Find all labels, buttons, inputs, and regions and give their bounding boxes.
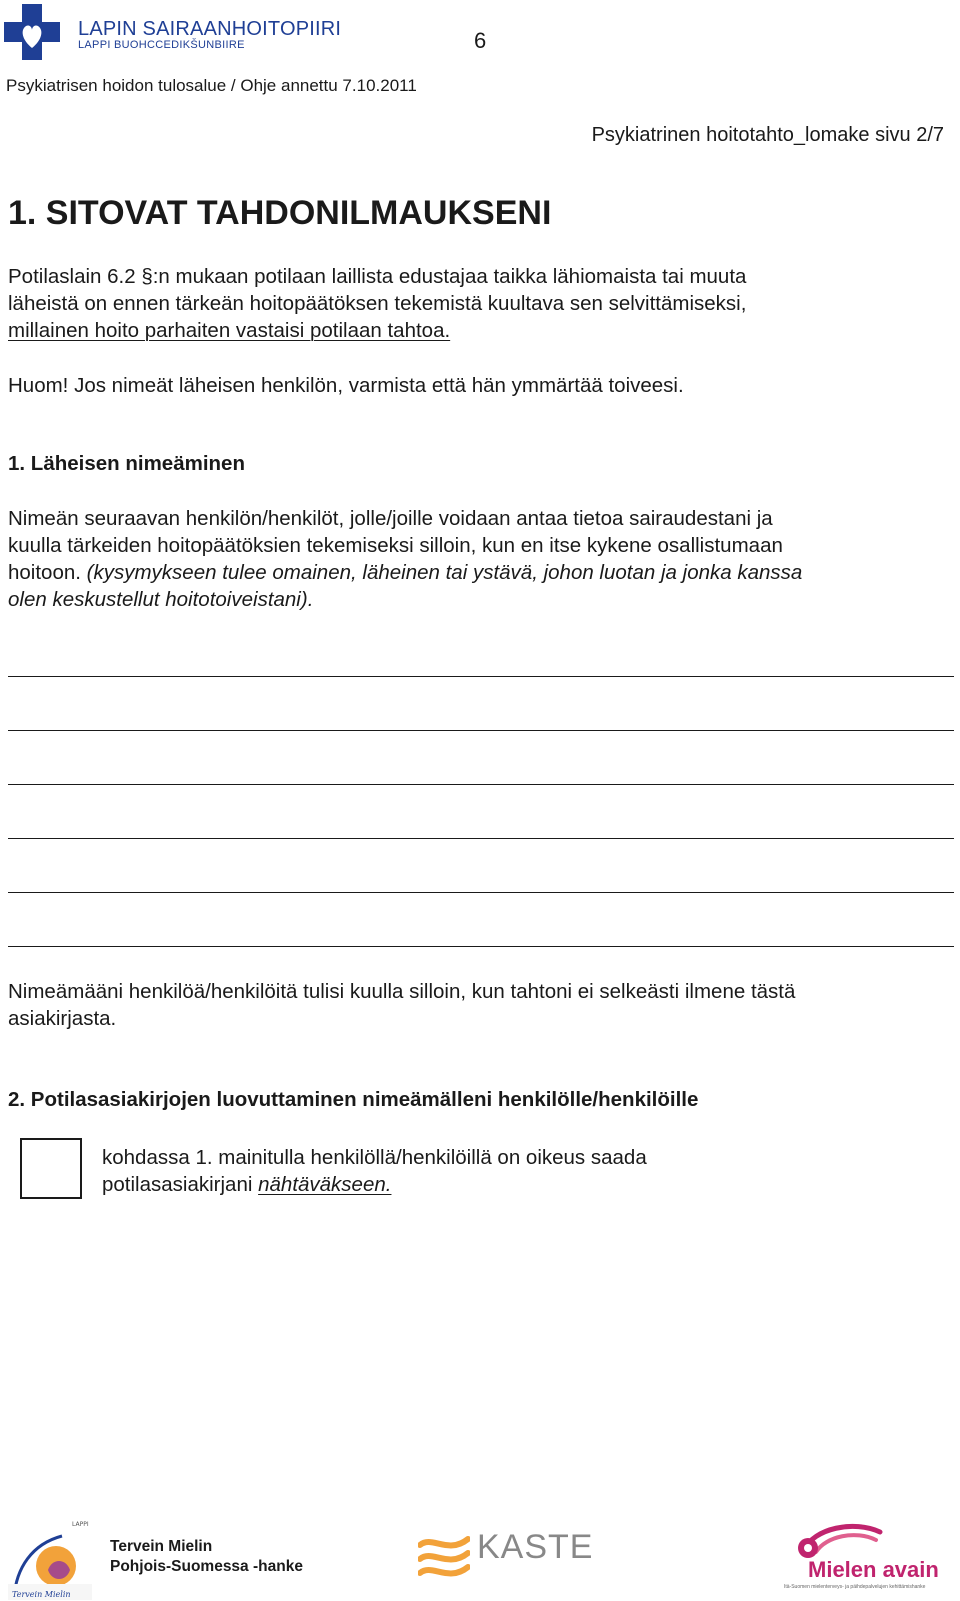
note-text: Huom! Jos nimeät läheisen henkilön, varmista että hän ymmärtää toiveesi.	[8, 374, 684, 397]
tervein-mielin-logo-icon	[8, 1518, 92, 1600]
intro-line: Potilaslain 6.2 §:n mukaan potilaan laillista edustajaa taikka lähiomaista tai muuta	[8, 265, 747, 288]
naming-italic-note: olen keskustellut hoitotoiveistani).	[8, 588, 314, 611]
naming-line	[8, 559, 938, 586]
checkbox-label-emphasis: nähtäväkseen.	[258, 1173, 392, 1196]
page-number: 6	[474, 28, 487, 53]
checkbox-label-line	[102, 1171, 862, 1198]
naming-line: kuulla tärkeiden hoitopäätöksien tekemiseksi silloin, kun en itse kykene osallistumaan	[8, 534, 783, 557]
hearing-line: asiakirjasta.	[8, 1007, 117, 1030]
footer-project-line: Tervein Mielin	[110, 1538, 213, 1555]
footer-project-name	[110, 1537, 303, 1577]
lappi-small-text: LAPPI	[72, 1521, 89, 1528]
section-heading: 1. SITOVAT TAHDONILMAUKSENI	[8, 194, 552, 232]
tervein-logo-text: Tervein Mielin	[12, 1590, 71, 1599]
blank-write-line[interactable]	[8, 892, 954, 893]
hospital-cross-logo-icon	[4, 4, 60, 60]
mielen-avain-logo-text: Mielen avain	[808, 1557, 939, 1582]
kaste-wave-logo-icon	[418, 1533, 470, 1583]
form-reference: Psykiatrinen hoitotahto_lomake sivu 2/7	[591, 124, 944, 146]
kaste-logo-text: KASTE	[477, 1528, 594, 1566]
organization-name: LAPIN SAIRAANHOITOPIIRI	[78, 18, 342, 40]
naming-text: hoitoon.	[8, 561, 87, 584]
naming-line: Nimeän seuraavan henkilön/henkilöt, jolle/joille voidaan antaa tietoa sairaudestani ja	[8, 507, 773, 530]
mielen-avain-tagline: Itä-Suomen mielenterveys- ja päihdepalvelujen kehittämishanke	[784, 1584, 926, 1590]
blank-write-line[interactable]	[8, 946, 954, 947]
naming-italic-note: (kysymykseen tulee omainen, läheinen tai ystävä, johon luotan ja jonka kanssa	[86, 561, 803, 584]
intro-paragraph	[8, 263, 938, 344]
intro-line: millainen hoito parhaiten vastaisi potilaan tahtoa.	[8, 319, 451, 342]
intro-line: läheistä on ennen tärkeän hoitopäätöksen tekemistä kuultava sen selvittämiseksi,	[8, 292, 747, 315]
hearing-line: Nimeämääni henkilöä/henkilöitä tulisi kuulla silloin, kun tahtoni ei selkeästi ilmene tästä	[8, 980, 796, 1003]
checkbox-label-text: potilasasiakirjani	[102, 1173, 259, 1196]
unit-and-date: Psykiatrisen hoidon tulosalue / Ohje annettu 7.10.2011	[6, 76, 417, 95]
blank-write-line[interactable]	[8, 730, 954, 731]
records-consent-checkbox[interactable]	[20, 1138, 82, 1199]
blank-write-line[interactable]	[8, 838, 954, 839]
footer-project-line: Pohjois-Suomessa -hanke	[110, 1558, 303, 1575]
checkbox-label-line: kohdassa 1. mainitulla henkilöllä/henkilöillä on oikeus saada	[102, 1146, 647, 1169]
organization-subtitle: LAPPI BUOHCCEDIKŠUNBIIRE	[78, 39, 245, 51]
hearing-paragraph	[8, 978, 938, 1032]
checkbox-label	[102, 1144, 862, 1198]
blank-write-line[interactable]	[8, 676, 954, 677]
naming-paragraph	[8, 505, 938, 613]
subsection-heading-1: 1. Läheisen nimeäminen	[8, 452, 245, 475]
blank-write-line[interactable]	[8, 784, 954, 785]
subsection-heading-2: 2. Potilasasiakirjojen luovuttaminen nimeämälleni henkilölle/henkilöille	[8, 1088, 699, 1111]
